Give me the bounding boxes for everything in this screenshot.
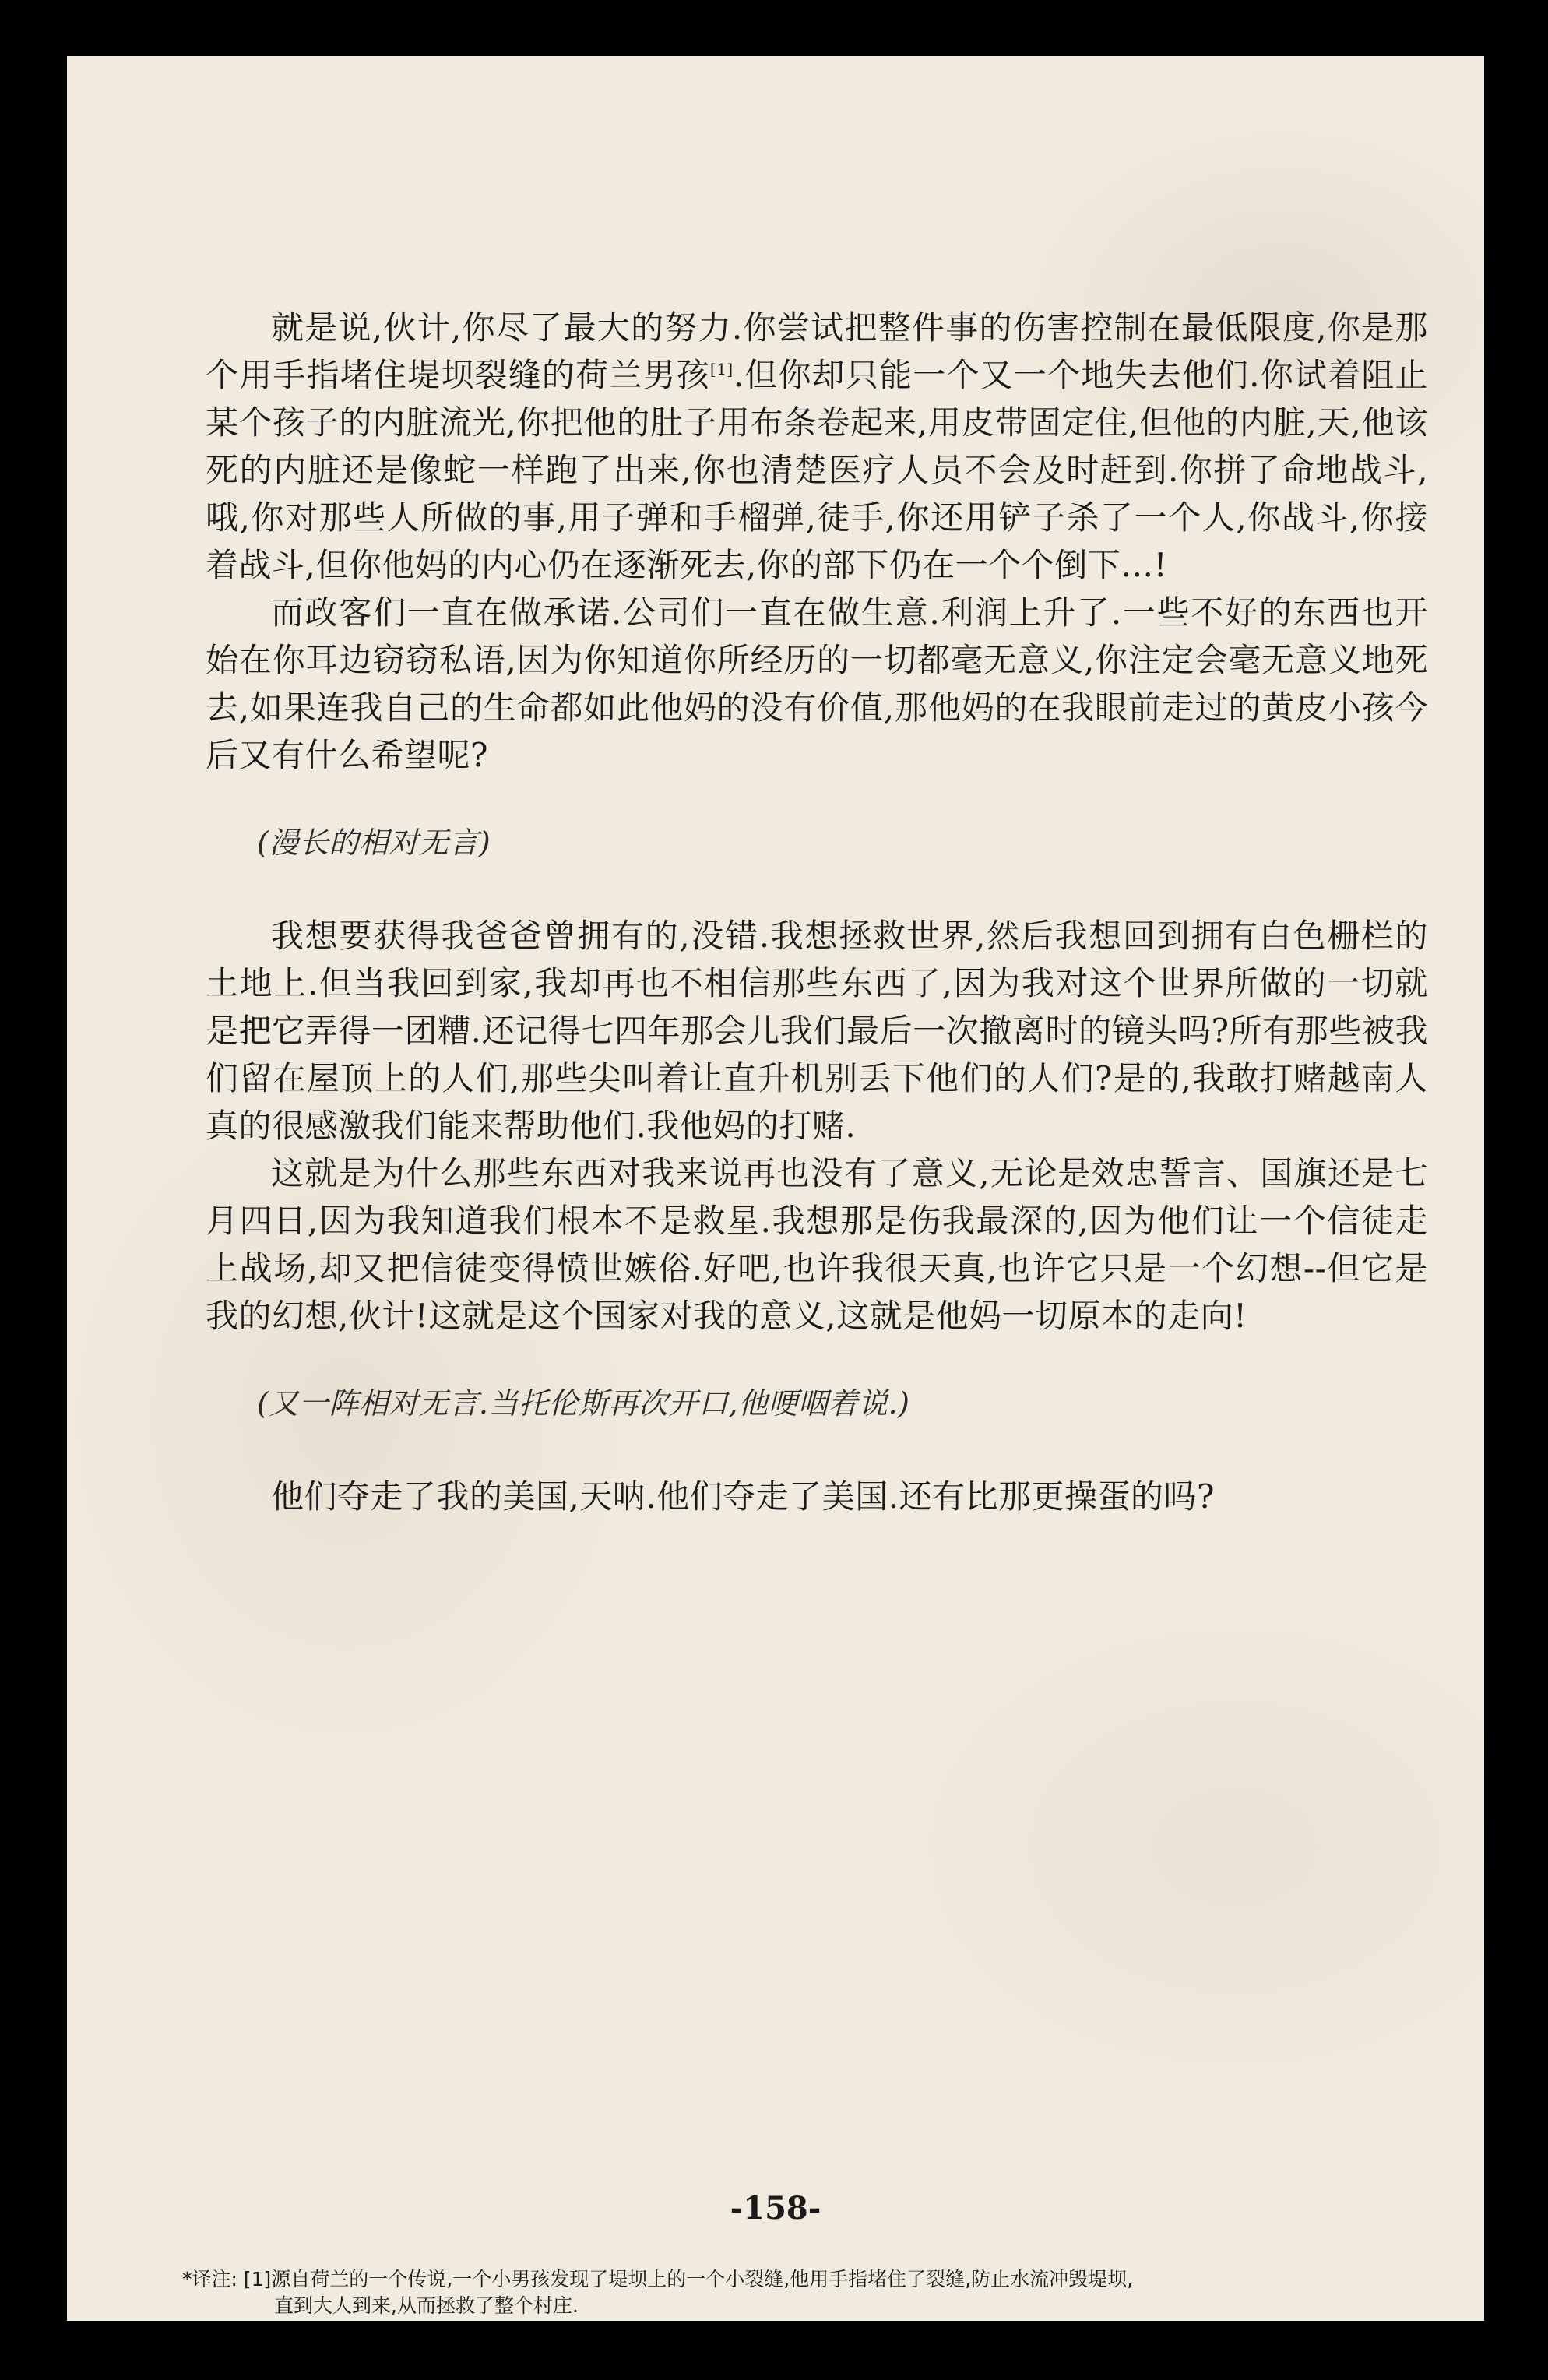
paragraph-1-text-b: .但你却只能一个又一个地失去他们.你试着阻止某个孩子的内脏流光,你把他的肚子用布条卷起来,用皮带固定住,但他的内脏,天,他该死的内脏还是像蛇一样跑了出来,你也清楚医疗人员不会及时赶到.你拼了命地战斗,哦,你对那些人所做的事,用子弹和手榴弹,徒手,你还用铲子杀了一个人,你战斗,你接着战斗,但你他妈的内心仍在逐渐死去,你的部下仍在一个个倒下…! [206,356,1428,584]
paragraph-2: 而政客们一直在做承诺.公司们一直在做生意.利润上升了.一些不好的东西也开始在你耳边窃窃私语,因为你知道你所经历的一切都毫无意义,你注定会毫无意义地死去,如果连我自己的生命都如此他妈的没有价值,那他妈的在我眼前走过的黄皮小孩今后又有什么希望呢? [206,593,1428,774]
paragraph-1 [206,304,1428,589]
footnote-line-1: *译注: [1]源自荷兰的一个传说,一个小男孩发现了堤坝上的一个小裂缝,他用手指堵住了裂缝,防止水流冲毁堤坝, [182,2268,1134,2290]
stage-direction-1: (漫长的相对无言) [257,826,491,860]
paragraph-1-text-a: 就是说,伙计,你尽了最大的努力.你尝试把整件事的伤害控制在最低限度,你是那个用手指堵住堤坝裂缝的荷兰男孩 [206,308,1428,394]
stage-direction-2: (又一阵相对无言.当托伦斯再次开口,他哽咽着说.) [257,1386,910,1421]
book-page [67,56,1484,2321]
paragraph-3: 我想要获得我爸爸曾拥有的,没错.我想拯救世界,然后我想回到拥有白色栅栏的土地上.但当我回到家,我却再也不相信那些东西了,因为我对这个世界所做的一切就是把它弄得一团糟.还记得七四年那会儿我们最后一次撤离时的镜头吗?所有那些被我们留在屋顶上的人们,那些尖叫着让直升机别丢下他们的人们?是的,我敢打赌越南人真的很感激我们能来帮助他们.我他妈的打赌. [206,917,1428,1145]
page-number: -158- [730,2190,821,2227]
paragraph-5: 他们夺走了我的美国,天呐.他们夺走了美国.还有比那更操蛋的吗? [271,1477,1216,1516]
footnote-line-2: 直到大人到来,从而拯救了整个村庄. [274,2294,579,2317]
footnote-reference: [1] [709,360,734,378]
translator-footnote [182,2266,1428,2319]
paragraph-4: 这就是为什么那些东西对我来说再也没有了意义,无论是效忠誓言、国旗还是七月四日,因为我知道我们根本不是救星.我想那是伤我最深的,因为他们让一个信徒走上战场,却又把信徒变得愤世嫉俗.好吧,也许我很天真,也许它只是一个幻想--但它是我的幻想,伙计!这就是这个国家对我的意义,这就是他妈一切原本的走向! [206,1154,1428,1335]
body-text [206,304,1428,1520]
